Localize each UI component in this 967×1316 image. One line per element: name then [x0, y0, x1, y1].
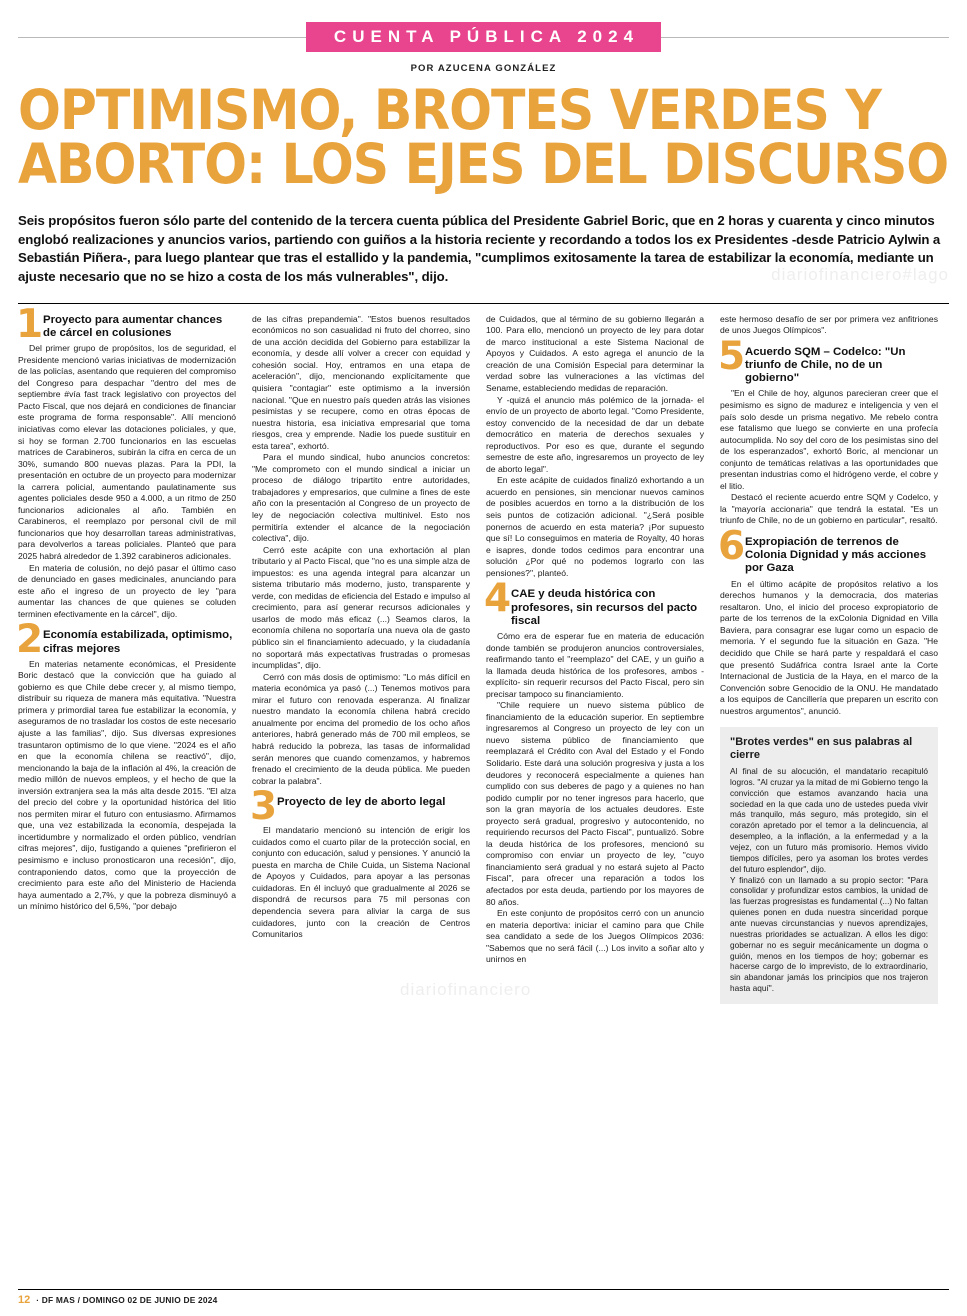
page-footer: [18, 1289, 949, 1306]
paragraph: Del primer grupo de propósitos, los de seguridad, el Presidente mencionó varias iniciativas de modernización de las policías, asentando que requieren del compromiso del Congreso para despachar "dentro del mes de septiembre #vía fast track legislativo con proyectos del Pacto Fiscal, que nos dejará en condiciones de financiar este programa de forma responsable". Allí mencionó iniciativas como elevar las dotaciones policiales, y que, si hoy se forman 2.700 funcionarios en las escuelas matrices de Carabineros, subirán la cifra en cerca de un 30%, sumando 800 nuevas plazas. Para la PDI, la presentación en octubre de un proyecto para modernizar la carrera policial, aumentando paulatinamente sus agentes policiales desde 950 a 4.000, a un ritmo de 250 funcionarios adicionales al año. También en Carabineros, el reemplazo por personal civil de mil funcionarios que hoy desarrollan tareas administrativas, para devolverlos a tareas policiales. Planteó que para 2025 habrá alrededor de 1.392 carabineros adicionales.: [18, 343, 236, 561]
section-number: 5: [718, 333, 746, 379]
paragraph: Y -quizá el anuncio más polémico de la jornada- el envío de un proyecto de aborto legal. "Como Presidente, estoy convencido de la necesidad de dar un debate democrático en materia de derechos sexuales y reproductivos. Por eso es que, durante el segundo semestre de este año, ingresaremos un proyecto de ley de aborto legal".: [486, 394, 704, 474]
paragraph: "Chile requiere un nuevo sistema público de financiamiento de la educación superior. En septiembre ingresaremos al Congreso un proyecto de ley con un nuevo sistema público de financiamiento que reemplazará el Crédito con Aval del Estado y el Fondo Solidario. Este dará una solución progresiva y justa a los deudores y reconocerá especialmente a quienes han cumplido con sus deberes de pago y a quienes no han podido cumplir por no tener ingresos para hacerlo, que son la gran mayoría de los actuales deudores. Este proyecto será gradual, progresivo y autocontenido, no requiriendo recursos del Pacto Fiscal", puntualizó. Sobre la deuda histórica de los profesores, mencionó su compromiso con enviar un proyecto de ley, "cuyo financiamiento será gradual y no estará sujeto al Pacto Fiscal", para ofrecer una reparación a todos los afectados por esta deuda, partiendo por los mayores de 80 años.: [486, 700, 704, 907]
headline-line-2: ABORTO: LOS EJES DEL DISCURSO: [18, 131, 949, 196]
section-heading-6: [718, 524, 938, 576]
column-4: [720, 314, 938, 1219]
page-number: 12: [18, 1294, 31, 1306]
paragraph: este hermoso desafío de ser por primera vez anfitriones de unos Juegos Olímpicos".: [720, 313, 938, 336]
section-number: 2: [16, 617, 44, 663]
section-heading-1: [16, 301, 236, 347]
column-2: [252, 314, 470, 1219]
paragraph: Cómo era de esperar fue en materia de educación donde también se produjeron anuncios controversiales, reafirmando tanto el "reemplazo" del CAE, y un guiño a la llamada deuda histórica de los profesores, ambos -explícito- sin requerir recursos del Pacto Fiscal, pero sin precisar tampoco su financiamiento.: [486, 630, 704, 699]
kicker-bar: [18, 22, 949, 52]
page-title: [18, 78, 967, 196]
article-columns: [16, 301, 949, 1219]
section-heading-2: [16, 617, 236, 663]
column-1: [16, 301, 236, 1219]
section-heading-4: [484, 576, 704, 628]
watermark-center: diariofinanciero: [400, 980, 532, 999]
section-heading-5: [718, 333, 938, 386]
section-title: Expropiación de terrenos de Colonia Dignidad y más acciones por Gaza: [745, 536, 927, 575]
footer-publication-info: · DF MAS / DOMINGO 02 DE JUNIO DE 2024: [36, 1295, 218, 1305]
paragraph: Cerró con más dosis de optimismo: "Lo más difícil en materia económica ya pasó (...) Tenemos motivos para mirar el futuro con renovada esperanza. Al finalizar nuestro mandato la economía chilena habrá crecido anualmente por encima del promedio de los ocho años anteriores, habrá generado más de 700 mil empleos, se habrá reducido la pobreza, las tasas de informalidad serán menores que cuando comenzamos, y habremos frenado el crecimiento de la deuda pública. Me pueden cobrar la palabra".: [252, 671, 470, 786]
header-divider: [18, 303, 949, 304]
closing-sidebar-title: "Brotes verdes" en sus palabras al cierre: [730, 736, 913, 762]
closing-sidebar: [720, 727, 938, 1004]
paragraph: En este acápite de cuidados finalizó exhortando a un acuerdo en pensiones, sin mencionar nuevos caminos de posibles acuerdos en torno a la distribución de los seis puntos de cotización adicional. "¿Será posible ponernos de acuerdo en esta materia? ¡Por supuesto que sí! Lo conseguimos en materia de Royalty, 40 horas e isapres, donde todos cedimos para encontrar una solución ¿Por qué no podemos lograrlo con las pensiones?", planteó.: [486, 475, 704, 578]
paragraph: Y finalizó con un llamado a su propio sector: "Para consolidar y profundizar estos cambios, la unidad de las fuerzas progresistas es fundamental (...) No faltan quienes ponen en duda nuestra sinceridad porque ante nuevas circunstancias y nuevos aprendizajes, nuestras prioridades se actualizan. A ellos les digo: gobernar no es seguir mecánicamente un dogma o guión, menos en los tiempos de hoy; gobernar es hacerse cargo de lo imprevisto, de lo extraordinario, sin abandonar jamás los principios que nos trajeron hasta aquí".: [730, 874, 928, 994]
paragraph: En materia de colusión, no dejó pasar el último caso de denunciado en gases medicinales, anunciando para este año el ingreso de un proyecto de ley "para aumentar las chances de que quienes se coluden terminen efectivamente en la cárcel", dijo.: [18, 562, 236, 619]
paragraph: El mandatario mencionó su intención de erigir los cuidados como el cuarto pilar de la protección social, en conjunto con educación, salud y pensiones. Y anunció la puesta en marcha de Chile Cuida, un Sistema Nacional de Apoyos y Cuidados, para apoyar a las personas cuidadoras. En él incluyó que gradualmente al 2026 se dispondrá de recursos para 75 mil personas con dependencia severa para aliviar la carga de sus cuidadores, junto con la creación de Centros Comunitarios: [252, 825, 470, 940]
section-heading-3: [250, 784, 470, 830]
paragraph: En el último acápite de propósitos relativo a los derechos humanos y la democracia, dos materias resaltaron. Uno, el inicio del proceso expropiatorio de parte de los terrenos de la exColonia Dignidad en Villa Baviera, para consagrar ese lugar como un espacio de memoria. Y el segundo fue la situación en Gaza. "He decidido que Chile se hará parte y respaldará el caso que presentó Sudáfrica contra Israel ante la Corte Internacional de Justicia de la Haya, en el marco de la Convención sobre Genocidio de la ONU. He mandatado a los equipos de Cancillería que preparen un escrito con nuestros argumentos", anunció.: [720, 578, 938, 716]
column-3: [486, 314, 704, 1219]
section-number: 1: [16, 301, 44, 347]
paragraph: Destacó el reciente acuerdo entre SQM y Codelco, y la "mayoría accionaria" que tendrá la estatal. "Es un triunfo de Chile, no de un gobierno en particular", resaltó.: [720, 492, 938, 526]
headline-line-1: OPTIMISMO, BROTES VERDES Y: [18, 78, 881, 142]
paragraph: de las cifras prepandemia". "Estos buenos resultados económicos no son casualidad ni fruto del chorreo, sino de una acción decidida del Gobierno para estabilizar la economía, y desde allí volver a crecer con equidad y cohesión social. Hoy, entramos en una etapa de aceleración", dijo, mencionando explícitamente que quisiera "contagiar" este optimismo a la inversión nacional. "Que en nuestro país queden atrás las visiones pesimistas y se recupere, como en otras épocas de nuestra historia, esa iniciativa empresarial que toma riesgos, crea y emprende. Nadie los puede sustituir en esta tarea", exhortó.: [252, 313, 470, 451]
lede-paragraph: Seis propósitos fueron sólo parte del contenido de la tercera cuenta pública del Presidente Gabriel Boric, que en 2 horas y cuarenta y cinco minutos englobó realizaciones y anuncios varios, partiendo con guiños a la historia reciente y recordando a todos los ex Presidentes -desde Patricio Aylwin a Sebastián Piñera-, para luego plantear que tras el estallido y la pandemia, "cumplimos exitosamente la tarea de estabilizar la economía, mediante un ajuste necesario que no se hizo a costa de los más vulnerables", dijo.: [18, 212, 941, 284]
section-title: Proyecto para aumentar chances de cárcel en colusiones: [43, 313, 223, 339]
section-title: Acuerdo SQM – Codelco: "Un triunfo de Chile, no de un gobierno": [745, 345, 906, 385]
section-title: Proyecto de ley de aborto legal: [277, 796, 446, 809]
byline: POR AZUCENA GONZÁLEZ: [410, 63, 557, 74]
section-number: 3: [250, 784, 278, 830]
paragraph: Cerró este acápite con una exhortación al plan tributario y al Pacto Fiscal, que "no es una simple alza de impuestos: es una agenda integral para alcanzar un sistema tributario más moderno, justo, transparente y verde, con medidas de eficiencia del Estado e impulso al crecimiento, para así generar recursos adicionales y usarlos de modo más eficaz (...) Seamos claros, la economía chilena no soportaría una nueva ola de gasto público sin el financiamiento adecuado, y la ciudadanía no soportará más expectativas frustradas o promesas incumplidas", dijo.: [252, 544, 471, 671]
paragraph: En materias netamente económicas, el Presidente Boric destacó que la convicción que ha guiado al gobierno es que Chile debe crecer y, al mismo tiempo, distribuir su riqueza de manera más equitativa. "Nuestra primera y primordial tarea fue estabilizar la economía, y aseguramos de no trasladar los costos de este necesario ajuste a las familias", dijo. Sus diversas expresiones trasuntaron optimismo de lo que viene. "2024 es el año en que la economía chilena se reactivó", dijo, mencionando la baja de la inflación al 4%, la creación de medio millón de nuevos empleos, y el hecho de que la inversión extranjera sea la más alta desde 2015. "El alza del precio del cobre y la oportunidad histórica del litio nos permiten mirar el futuro con entusiasmo. Afirmamos que, una vez estabilizada la economía, despejada la incertidumbre y normalizado el orden público, vendrían cifras mejores", dijo, fustigando a quienes "prefirieron el pesimismo e incluso pronosticaron una recesión", dijo, contraponiendo datos, como que la proyección de crecimiento para este año del Ministerio de Hacienda haya aumentado a 2,7%, y que la pobreza disminuyó a un mínimo histórico del 6,5%, "por debajo: [18, 658, 236, 912]
paragraph: En este conjunto de propósitos cerró con un anuncio en materia deportiva: iniciar el camino para que Chile sea candidato a sede de los Juegos Olímpicos 2036: "Sabemos que no será fácil (...) Los invito a soñar alto y unirnos en: [486, 908, 704, 965]
watermark-right: diariofinanciero#lago: [771, 265, 949, 284]
paragraph: Para el mundo sindical, hubo anuncios concretos: "Me comprometo con el mundo sindical a iniciar un proceso de diálogo tripartito entre autoridades, trabajadores y empresarios, que culmine a fines de este año con la presentación al Congreso de un proyecto de ley de negociación colectiva multinivel. Esto nos permitiría extender el alcance de la negociación colectiva", dijo.: [252, 452, 470, 544]
paragraph: de Cuidados, que al término de su gobierno llegarán a 100. Para ello, mencionó un proyecto de ley para dotar de marco institucional a este Sistema Nacional de Apoyos y Cuidados. A esto agrega el anuncio de la creación de una Comisión Especial para determinar la verdad sobre las vulneraciones a las víctimas del Sename, estableciendo medidas de reparación.: [486, 313, 704, 393]
section-kicker: CUENTA PÚBLICA 2024: [306, 22, 661, 52]
paragraph: "En el Chile de hoy, algunos parecieran creer que el pesimismo es signo de madurez e inteligencia y ven el país solo desde un prisma negativo. Me rebelo contra ese fatalismo que luego se convierte en una profecía autocumplida. No soy del coro de los pesimistas sino del de los esperanzados", exhortó Boric, al mencionar un conjunto de temáticas relativas a las oportunidades que presentan industrias como el hidrógeno verde, el cobre y el litio.: [720, 388, 938, 491]
section-title: CAE y deuda histórica con profesores, sin recursos del pacto fiscal: [511, 588, 698, 627]
section-title: Economía estabilizada, optimismo, cifras mejores: [43, 629, 233, 655]
paragraph: Al final de su alocución, el mandatario recapituló logros. "Al cruzar ya la mitad de mi Gobierno tengo la convicción que estamos avanzando hacia una sociedad en la que cada uno de ustedes pueda vivir más tranquilo, más seguro, más protegido, sin el corazón apretado por el temor a la delincuencia, al desempleo, a la inflación, a la enfermedad y a la vejez, con un futuro más promisorio. Hemos vivido tiempos difíciles, pero ya asoman los brotes verdes del futuro esplendor", dijo.: [730, 765, 928, 874]
section-number: 4: [484, 576, 512, 622]
section-number: 6: [718, 524, 746, 570]
